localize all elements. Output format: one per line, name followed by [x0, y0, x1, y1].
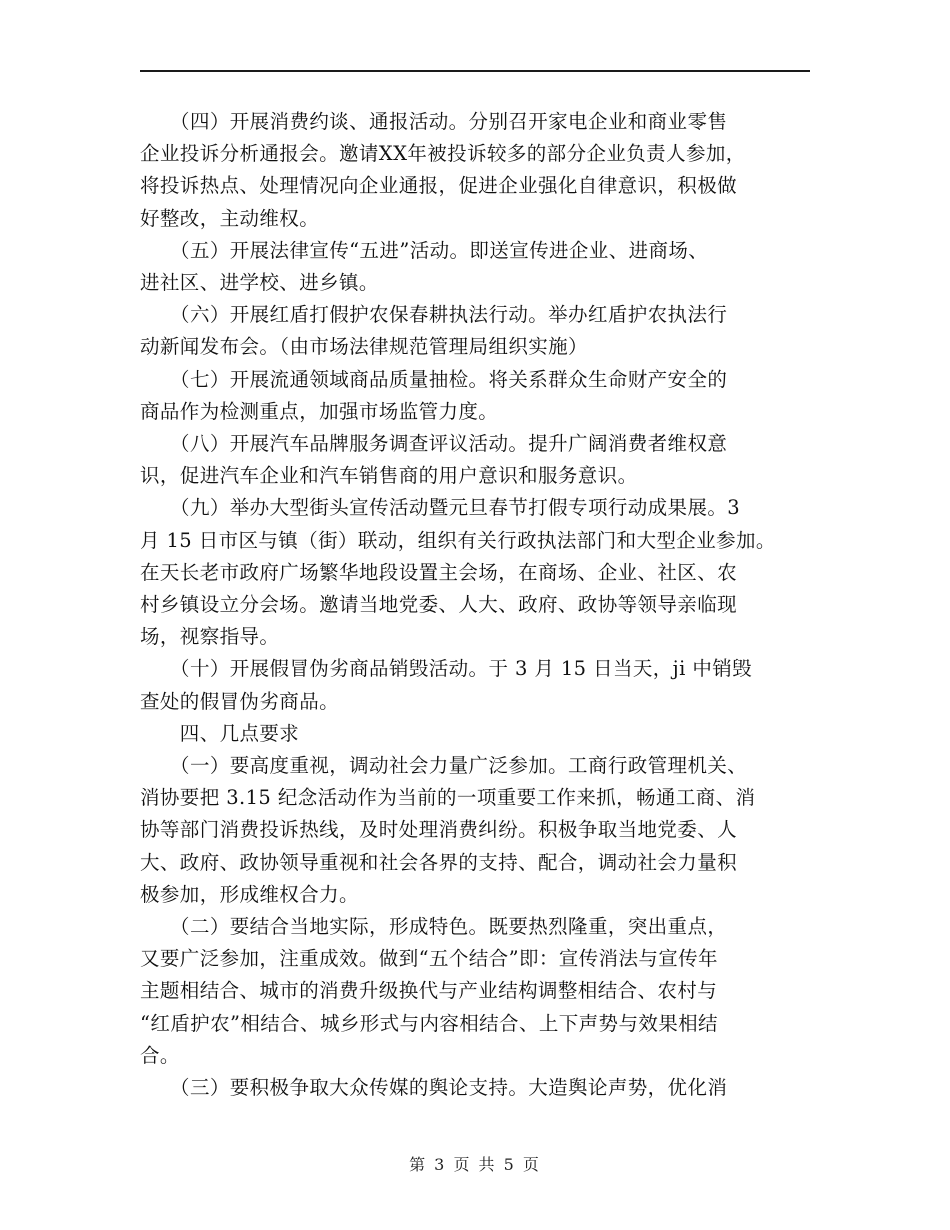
page-number-footer: 第 3 页 共 5 页 — [409, 1155, 541, 1174]
text-line: 四、几点要求 — [140, 721, 300, 745]
text-line: “红盾护农”相结合、城乡形式与内容相结合、上下声势与效果相结 — [140, 1011, 718, 1035]
text-line: （四）开展消费约谈、通报活动。分别召开家电企业和商业零售 — [140, 110, 728, 133]
text-line: 查处的假冒伪劣商品。 — [140, 689, 340, 713]
document-body — [140, 106, 812, 1104]
text-line: 又要广泛参加，注重成效。做到“五个结合”即：宣传消法与宣传年 — [140, 947, 718, 971]
text-line: 商品作为检测重点，加强市场监管力度。 — [140, 399, 499, 423]
paragraph-ten-destruction — [140, 653, 812, 717]
text-line: 极参加，形成维权合力。 — [140, 882, 359, 906]
paragraph-six-red-shield — [140, 299, 812, 363]
paragraph-seven-quality-check — [140, 364, 812, 428]
text-line: 好整改，主动维权。 — [140, 206, 320, 230]
text-line: 场，视察指导。 — [140, 625, 280, 649]
text-line: （一）要高度重视，调动社会力量广泛参加。工商行政管理机关、 — [140, 754, 748, 778]
text-line: （五）开展法律宣传“五进”活动。即送宣传进企业、进商场、 — [140, 238, 709, 262]
text-line: 月 15 日市区与镇（街）联动，组织有关行政执法部门和大型企业参加。 — [140, 528, 776, 552]
text-line: （三）要积极争取大众传媒的舆论支持。大造舆论声势，优化消 — [140, 1076, 728, 1100]
text-line: （十）开展假冒伪劣商品销毁活动。于 3 月 15 日当天，ji 中销毁 — [140, 657, 753, 681]
text-line: 消协要把 3.15 纪念活动作为当前的一项重要工作来抓，畅通工商、消 — [140, 786, 756, 810]
text-line: 识，促进汽车企业和汽车销售商的用户意识和服务意识。 — [140, 464, 638, 488]
paragraph-req-three-media — [140, 1072, 812, 1104]
text-line: 协等部门消费投诉热线，及时处理消费纠纷。积极争取当地党委、人 — [140, 818, 738, 842]
text-line: 企业投诉分析通报会。邀请XX年被投诉较多的部分企业负责人参加， — [140, 142, 746, 166]
header-rule — [140, 70, 810, 72]
text-line: 合。 — [140, 1043, 180, 1067]
text-line: 大、政府、政协领导重视和社会各界的支持、配合，调动社会力量积 — [140, 850, 738, 874]
paragraph-req-one-attention — [140, 750, 812, 911]
paragraph-eight-auto-survey — [140, 428, 812, 492]
text-line: （二）要结合当地实际，形成特色。既要热烈隆重，突出重点， — [140, 915, 728, 939]
text-line: 主题相结合、城市的消费升级换代与产业结构调整相结合、农村与 — [140, 979, 718, 1003]
paragraph-five-legal-publicity — [140, 235, 812, 299]
text-line: 村乡镇设立分会场。邀请当地党委、人大、政府、政协等领导亲临现 — [140, 593, 738, 617]
paragraph-nine-street-campaign — [140, 492, 812, 653]
text-line: 动新闻发布会。（由市场法律规范管理局组织实施） — [140, 335, 588, 359]
text-line: （六）开展红盾打假护农保春耕执法行动。举办红盾护农执法行 — [140, 303, 728, 327]
section-heading-requirements — [140, 718, 812, 750]
text-line: （八）开展汽车品牌服务调查评议活动。提升广阔消费者维权意 — [140, 432, 728, 456]
text-line: （九）举办大型街头宣传活动暨元旦春节打假专项行动成果展。3 — [140, 496, 741, 520]
text-line: （七）开展流通领域商品质量抽检。将关系群众生命财产安全的 — [140, 367, 728, 391]
text-line: 在天长老市政府广场繁华地段设置主会场，在商场、企业、社区、农 — [140, 560, 738, 584]
text-line: 进社区、进学校、进乡镇。 — [140, 271, 379, 295]
paragraph-req-two-local — [140, 911, 812, 1072]
paragraph-four-consumer-talks — [140, 106, 812, 235]
text-line: 将投诉热点、处理情况向企业通报，促进企业强化自律意识，积极做 — [140, 174, 738, 198]
